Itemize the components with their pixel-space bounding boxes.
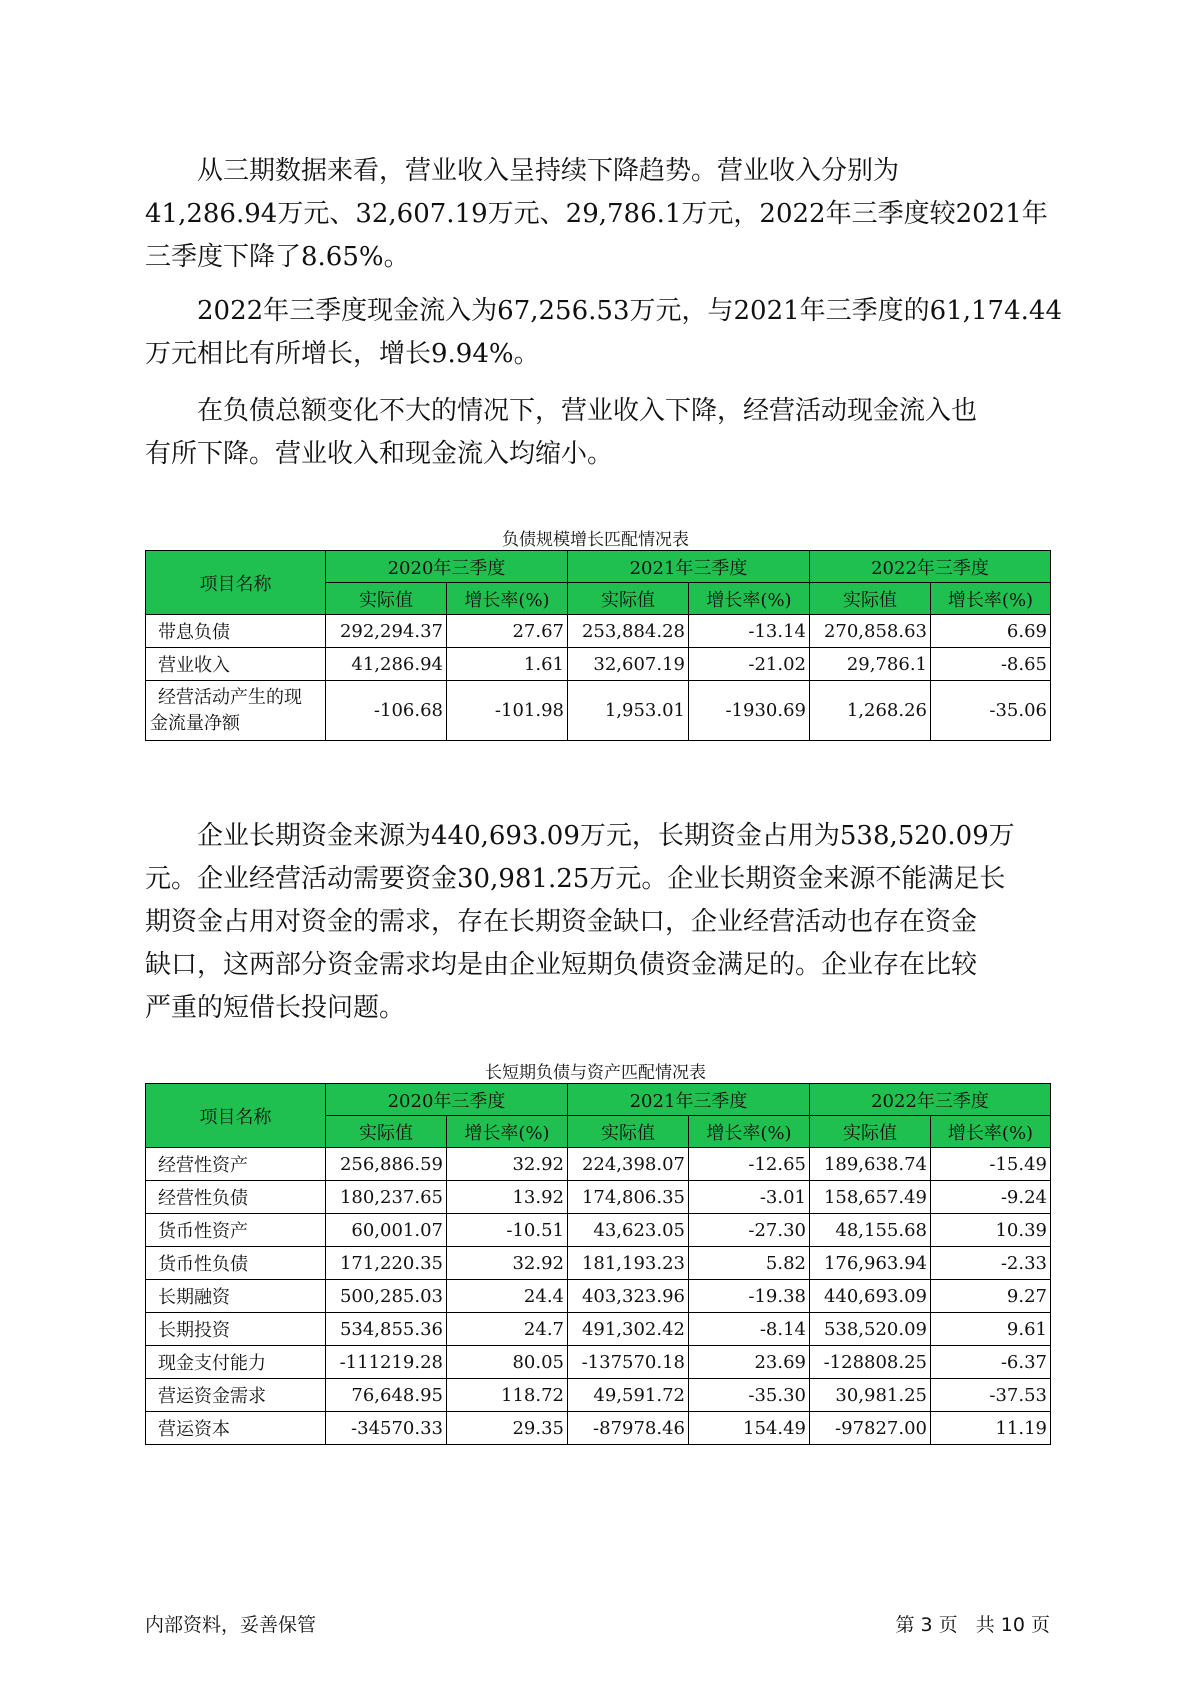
paragraph-line: 万元相比有所增长，增长9.94%。 — [145, 339, 540, 369]
cell: -2.33 — [931, 1247, 1051, 1280]
cell: 176,963.94 — [810, 1247, 931, 1280]
cell: 9.27 — [931, 1280, 1051, 1313]
row-label: 经营性负债 — [146, 1181, 326, 1214]
paragraph-line: 在负债总额变化不大的情况下，营业收入下降，经营活动现金流入也 — [197, 396, 978, 426]
cell: 403,323.96 — [568, 1280, 689, 1313]
cell: -97827.00 — [810, 1412, 931, 1445]
cell: 49,591.72 — [568, 1379, 689, 1412]
sub-header: 实际值 — [810, 583, 931, 615]
footer-page-number: 第 3 页 共 10 页 — [895, 1614, 1050, 1636]
cell: -35.30 — [689, 1379, 810, 1412]
table-row — [146, 1412, 1051, 1445]
cell: -37.53 — [931, 1379, 1051, 1412]
cell: 118.72 — [447, 1379, 568, 1412]
paragraph-line: 三季度下降了8.65%。 — [145, 242, 410, 272]
sub-header: 增长率(%) — [689, 1116, 810, 1148]
cell: -19.38 — [689, 1280, 810, 1313]
cell: -9.24 — [931, 1181, 1051, 1214]
footer-left: 内部资料，妥善保管 — [145, 1614, 317, 1636]
cell: 24.4 — [447, 1280, 568, 1313]
table-row — [146, 648, 1051, 681]
cell: -87978.46 — [568, 1412, 689, 1445]
cell: -101.98 — [447, 681, 568, 741]
row-label: 货币性负债 — [146, 1247, 326, 1280]
row-label: 营运资金需求 — [146, 1379, 326, 1412]
cell: 48,155.68 — [810, 1214, 931, 1247]
cell: -8.65 — [931, 648, 1051, 681]
cell: 80.05 — [447, 1346, 568, 1379]
table-row — [146, 681, 1051, 741]
cell: 29,786.1 — [810, 648, 931, 681]
period-header: 2022年三季度 — [810, 551, 1051, 583]
cell: 534,855.36 — [326, 1313, 447, 1346]
row-label — [146, 681, 326, 741]
item-name-header: 项目名称 — [146, 1084, 326, 1148]
cell: 9.61 — [931, 1313, 1051, 1346]
cell: 30,981.25 — [810, 1379, 931, 1412]
cell: -3.01 — [689, 1181, 810, 1214]
sub-header: 实际值 — [568, 1116, 689, 1148]
table-row — [146, 1214, 1051, 1247]
row-label-line: 金流量净额 — [150, 712, 240, 734]
cell: 32.92 — [447, 1247, 568, 1280]
paragraph-line: 企业长期资金来源为440,693.09万元，长期资金占用为538,520.09万 — [197, 821, 1015, 851]
sub-header: 实际值 — [568, 583, 689, 615]
paragraph-1 — [145, 150, 1048, 279]
row-label: 营业收入 — [146, 648, 326, 681]
cell: -15.49 — [931, 1148, 1051, 1181]
cell: 154.49 — [689, 1412, 810, 1445]
cell: -6.37 — [931, 1346, 1051, 1379]
cell: 10.39 — [931, 1214, 1051, 1247]
period-header: 2021年三季度 — [568, 1084, 810, 1116]
period-header: 2022年三季度 — [810, 1084, 1051, 1116]
cell: 538,520.09 — [810, 1313, 931, 1346]
paragraph-2 — [145, 290, 1062, 376]
period-header: 2020年三季度 — [326, 1084, 568, 1116]
table-row — [146, 1247, 1051, 1280]
sub-header: 增长率(%) — [689, 583, 810, 615]
cell: 13.92 — [447, 1181, 568, 1214]
cell: 24.7 — [447, 1313, 568, 1346]
cell: -10.51 — [447, 1214, 568, 1247]
cell: -21.02 — [689, 648, 810, 681]
cell: -111219.28 — [326, 1346, 447, 1379]
sub-header: 增长率(%) — [931, 583, 1051, 615]
row-label: 带息负债 — [146, 615, 326, 648]
cell: 60,001.07 — [326, 1214, 447, 1247]
cell: 6.69 — [931, 615, 1051, 648]
row-label: 经营性资产 — [146, 1148, 326, 1181]
cell: 440,693.09 — [810, 1280, 931, 1313]
row-label: 货币性资产 — [146, 1214, 326, 1247]
row-label: 长期投资 — [146, 1313, 326, 1346]
cell: 29.35 — [447, 1412, 568, 1445]
cell: -12.65 — [689, 1148, 810, 1181]
cell: 1.61 — [447, 648, 568, 681]
sub-header: 增长率(%) — [931, 1116, 1051, 1148]
paragraph-line: 严重的短借长投问题。 — [145, 993, 406, 1023]
cell: 41,286.94 — [326, 648, 447, 681]
cell: 180,237.65 — [326, 1181, 447, 1214]
sub-header: 实际值 — [810, 1116, 931, 1148]
table-row — [146, 1280, 1051, 1313]
paragraph-line: 期资金占用对资金的需求，存在长期资金缺口，企业经营活动也存在资金 — [145, 907, 978, 937]
cell: -1930.69 — [689, 681, 810, 741]
cell: 5.82 — [689, 1247, 810, 1280]
cell: -106.68 — [326, 681, 447, 741]
row-label-line: 经营活动产生的现 — [158, 686, 302, 708]
cell: 32.92 — [447, 1148, 568, 1181]
sub-header: 实际值 — [326, 1116, 447, 1148]
row-label: 现金支付能力 — [146, 1346, 326, 1379]
table2-body — [146, 1148, 1051, 1445]
paragraph-line: 2022年三季度现金流入为67,256.53万元，与2021年三季度的61,174.44 — [197, 296, 1062, 326]
cell: -34570.33 — [326, 1412, 447, 1445]
cell: 292,294.37 — [326, 615, 447, 648]
cell: 27.67 — [447, 615, 568, 648]
paragraph-line: 元。企业经营活动需要资金30,981.25万元。企业长期资金来源不能满足长 — [145, 864, 1006, 894]
cell: 32,607.19 — [568, 648, 689, 681]
table-row — [146, 1379, 1051, 1412]
paragraph-line: 41,286.94万元、32,607.19万元、29,786.1万元，2022年三季度较2021年 — [145, 199, 1048, 229]
paragraph-line: 缺口，这两部分资金需求均是由企业短期负债资金满足的。企业存在比较 — [145, 950, 978, 980]
table-row — [146, 1346, 1051, 1379]
debt-growth-table — [145, 550, 1051, 741]
table-row — [146, 1181, 1051, 1214]
period-header: 2021年三季度 — [568, 551, 810, 583]
cell: 500,285.03 — [326, 1280, 447, 1313]
cell: 270,858.63 — [810, 615, 931, 648]
sub-header: 增长率(%) — [447, 583, 568, 615]
cell: 189,638.74 — [810, 1148, 931, 1181]
cell: 76,648.95 — [326, 1379, 447, 1412]
cell: 11.19 — [931, 1412, 1051, 1445]
cell: 1,268.26 — [810, 681, 931, 741]
paragraph-line: 有所下降。营业收入和现金流入均缩小。 — [145, 439, 614, 469]
cell: 174,806.35 — [568, 1181, 689, 1214]
period-header: 2020年三季度 — [326, 551, 568, 583]
cell: 224,398.07 — [568, 1148, 689, 1181]
cell: -8.14 — [689, 1313, 810, 1346]
cell: 1,953.01 — [568, 681, 689, 741]
cell: -27.30 — [689, 1214, 810, 1247]
cell: 171,220.35 — [326, 1247, 447, 1280]
paragraph-line: 从三期数据来看，营业收入呈持续下降趋势。营业收入分别为 — [197, 156, 900, 186]
row-label: 长期融资 — [146, 1280, 326, 1313]
table1-caption: 负债规模增长匹配情况表 — [502, 530, 689, 550]
row-label: 营运资本 — [146, 1412, 326, 1445]
cell: -35.06 — [931, 681, 1051, 741]
sub-header: 增长率(%) — [447, 1116, 568, 1148]
debt-asset-match-table — [145, 1083, 1051, 1445]
cell: 253,884.28 — [568, 615, 689, 648]
cell: 491,302.42 — [568, 1313, 689, 1346]
cell: -128808.25 — [810, 1346, 931, 1379]
cell: 256,886.59 — [326, 1148, 447, 1181]
sub-header: 实际值 — [326, 583, 447, 615]
paragraph-4 — [145, 815, 1045, 1030]
table-row — [146, 615, 1051, 648]
cell: 43,623.05 — [568, 1214, 689, 1247]
table-row — [146, 1313, 1051, 1346]
item-name-header: 项目名称 — [146, 551, 326, 615]
cell: 181,193.23 — [568, 1247, 689, 1280]
cell: -13.14 — [689, 615, 810, 648]
table-row — [146, 1148, 1051, 1181]
cell: 158,657.49 — [810, 1181, 931, 1214]
paragraph-3 — [145, 390, 1045, 476]
cell: -137570.18 — [568, 1346, 689, 1379]
cell: 23.69 — [689, 1346, 810, 1379]
table2-caption: 长短期负债与资产匹配情况表 — [485, 1063, 706, 1083]
